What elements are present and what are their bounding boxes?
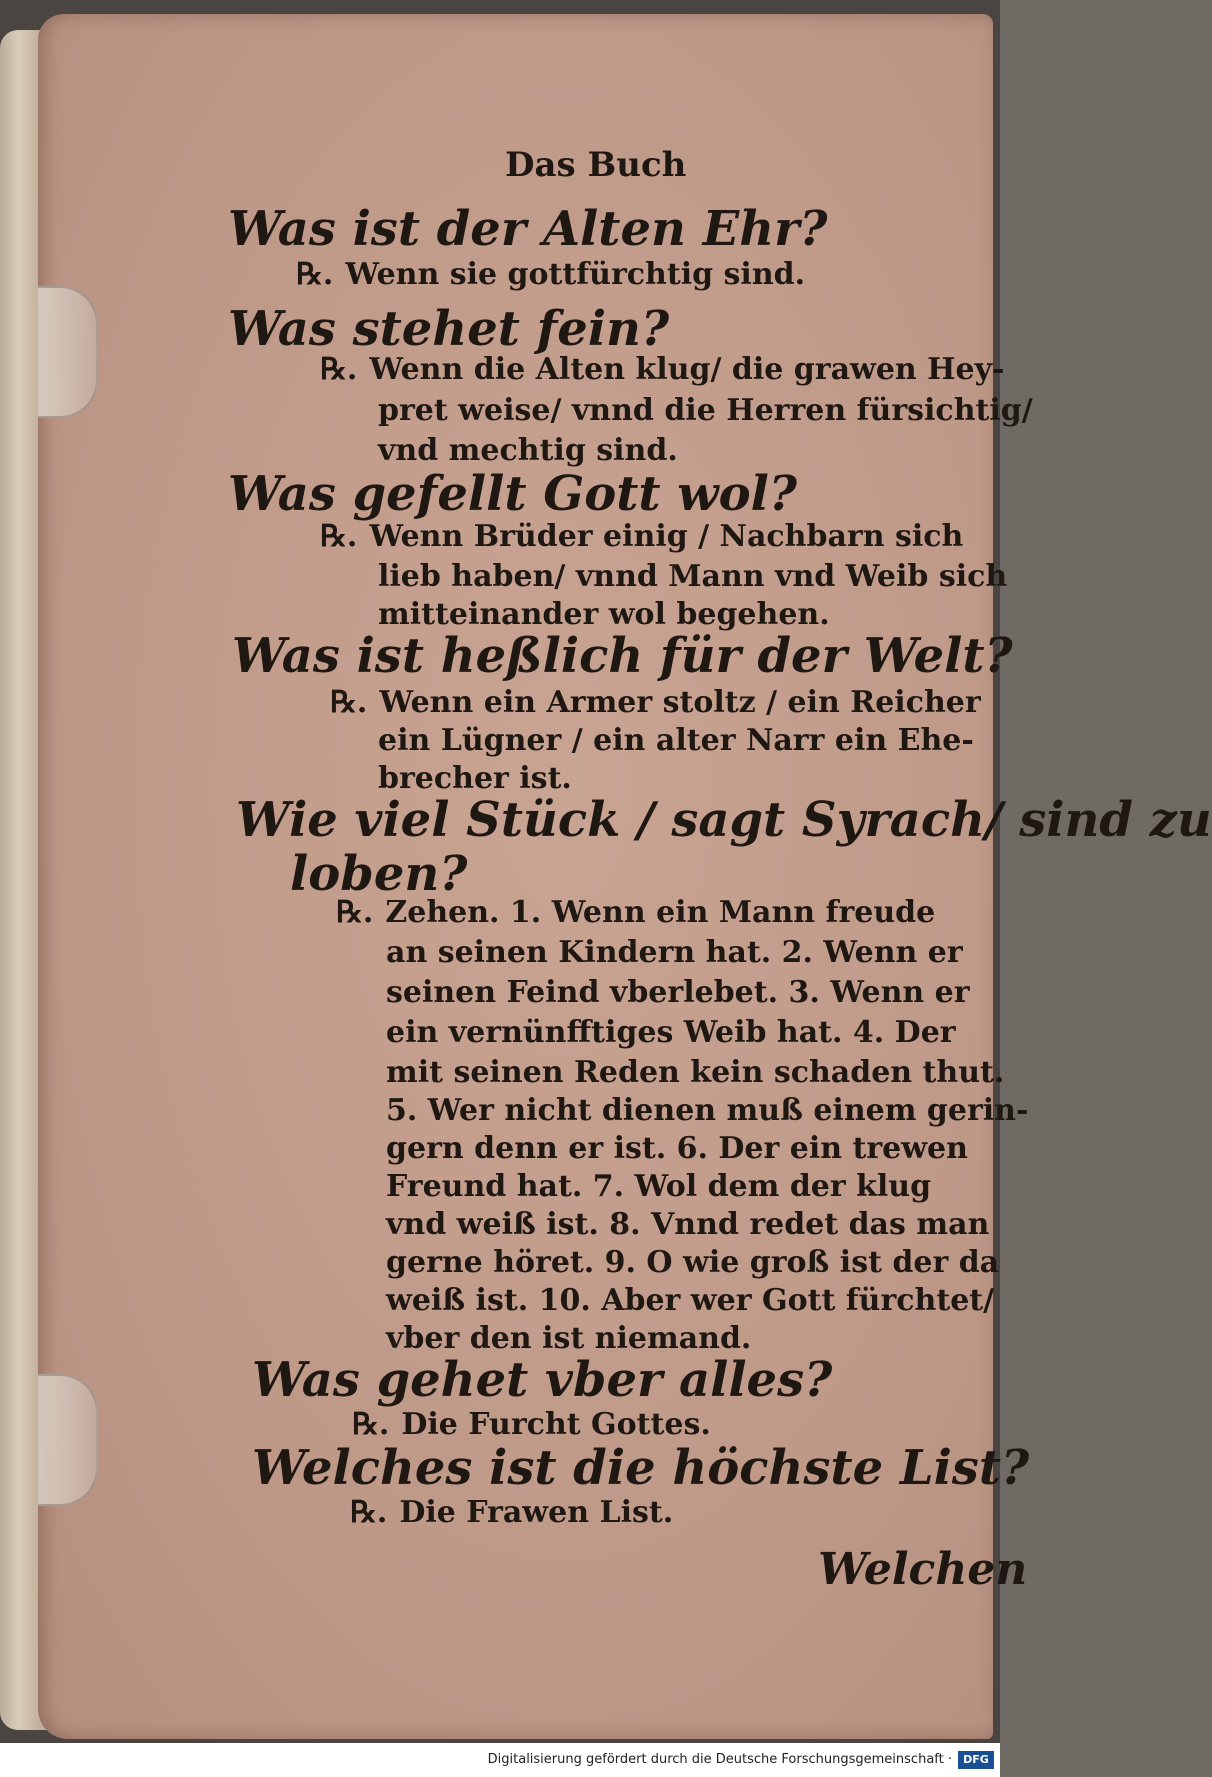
answer-line: ein vernünfftiges Weib hat. 4. Der (386, 1015, 956, 1050)
response-mark: ℞. (296, 257, 334, 292)
question-line: Was ist der Alten Ehr? (228, 201, 828, 257)
catchword: Welchen (818, 1544, 1028, 1595)
question-line: Was gefellt Gott wol? (228, 466, 797, 522)
answer-line: 5. Wer nicht dienen muß einem gerin- (386, 1093, 1029, 1128)
answer-line: ℞. Wenn ein Armer stoltz / ein Reicher (330, 685, 981, 720)
question-line: Wie viel Stück / sagt Syrach/ sind zu (236, 792, 1212, 848)
answer-line: mitteinander wol begehen. (378, 597, 830, 632)
answer-line: ℞. Die Furcht Gottes. (352, 1407, 711, 1442)
response-mark: ℞. (320, 352, 358, 387)
running-header: Das Buch (505, 145, 687, 185)
question-line: Welches ist die höchste List? (252, 1440, 1030, 1496)
answer-line: brecher ist. (378, 761, 572, 796)
answer-line: ℞. Die Frawen List. (350, 1495, 674, 1530)
response-mark: ℞. (350, 1495, 388, 1530)
answer-line: vnd mechtig sind. (378, 433, 678, 468)
answer-line: lieb haben/ vnnd Mann vnd Weib sich (378, 559, 1008, 594)
response-mark: ℞. (336, 895, 374, 930)
answer-line: an seinen Kindern hat. 2. Wenn er (386, 935, 963, 970)
answer-line: vber den ist niemand. (386, 1321, 752, 1356)
answer-line: ℞. Zehen. 1. Wenn ein Mann freude (336, 895, 936, 930)
answer-line: gerne höret. 9. O wie groß ist der da (386, 1245, 1000, 1280)
answer-line: ℞. Wenn die Alten klug/ die grawen Hey- (320, 352, 1005, 387)
question-line: Was gehet vber alles? (252, 1352, 833, 1408)
answer-line: seinen Feind vberlebet. 3. Wenn er (386, 975, 970, 1010)
dfg-logo[interactable]: DFG (958, 1751, 994, 1769)
question-line: Was ist heßlich für der Welt? (232, 628, 1013, 684)
answer-line: vnd weiß ist. 8. Vnnd redet das man (386, 1207, 990, 1242)
answer-line: ℞. Wenn Brüder einig / Nachbarn sich (320, 519, 964, 554)
question-line: Was stehet fein? (228, 301, 670, 357)
response-mark: ℞. (320, 519, 358, 554)
digitization-footer (0, 1743, 1000, 1777)
answer-line: gern denn er ist. 6. Der ein trewen (386, 1131, 968, 1166)
answer-line: ein Lügner / ein alter Narr ein Ehe- (378, 723, 974, 758)
funding-credit: Digitalisierung gefördert durch die Deutsche Forschungsgemeinschaft · (487, 1752, 952, 1767)
answer-line: Freund hat. 7. Wol dem der klug (386, 1169, 932, 1204)
answer-line: pret weise/ vnnd die Herren fürsichtig/ (378, 393, 1033, 428)
answer-line: mit seinen Reden kein schaden thut. (386, 1055, 1005, 1090)
question-line: loben? (290, 846, 468, 902)
response-mark: ℞. (330, 685, 368, 720)
response-mark: ℞. (352, 1407, 390, 1442)
answer-line: ℞. Wenn sie gottfürchtig sind. (296, 257, 806, 292)
answer-line: weiß ist. 10. Aber wer Gott fürchtet/ (386, 1283, 995, 1318)
